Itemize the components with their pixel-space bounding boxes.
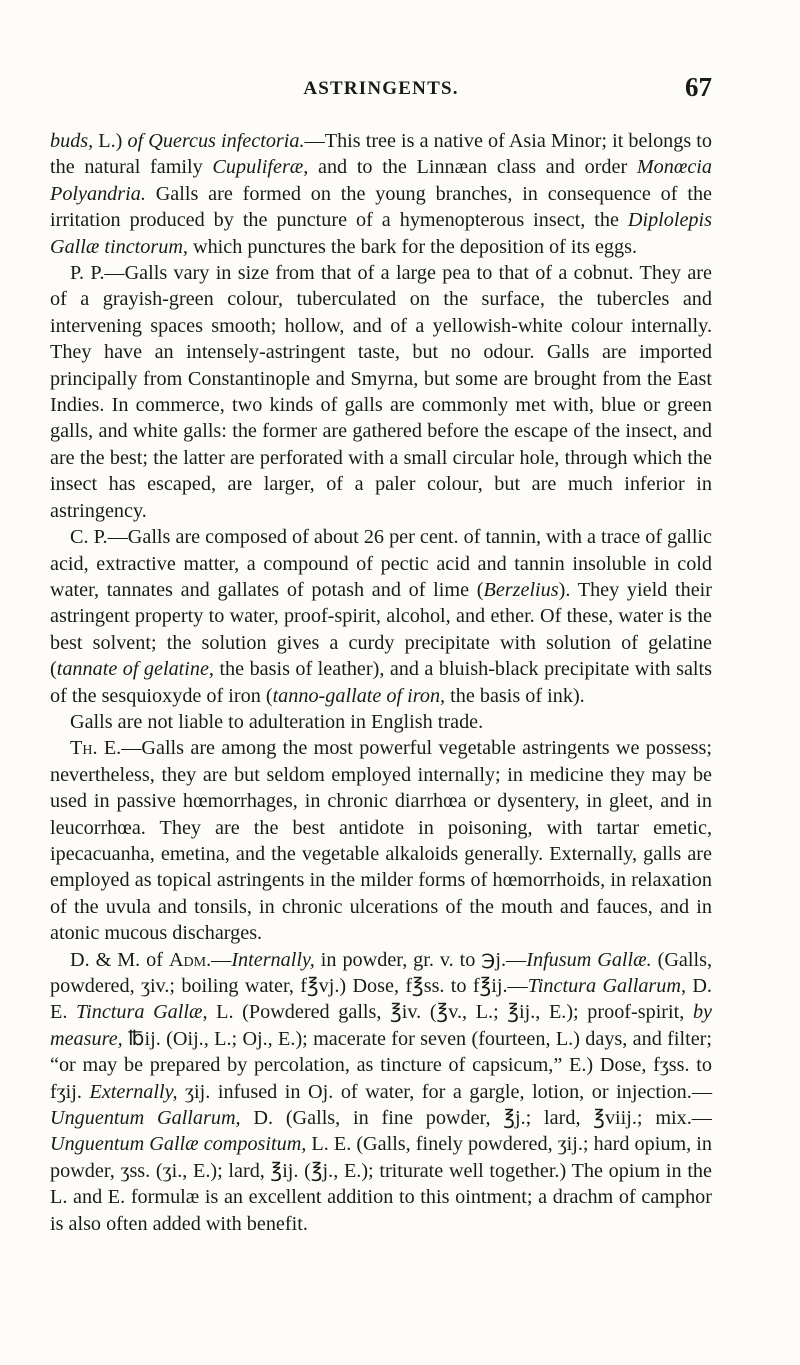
text-run: D. & M. of bbox=[70, 948, 169, 971]
paragraph bbox=[50, 947, 712, 1237]
italic-text: Infusum Gallæ. bbox=[526, 948, 652, 971]
italic-text: Unguentum Gallarum, bbox=[50, 1107, 241, 1130]
text-run: Galls are formed on the young branches, in consequence of the irritation produced by the puncture of a hymenopterous insect, the bbox=[50, 182, 712, 232]
section-title: ASTRINGENTS. bbox=[303, 78, 459, 99]
text-run: D. E. bbox=[50, 975, 712, 1024]
paragraph bbox=[50, 524, 712, 709]
text-run: (Galls, powdered, ʒiv.; boiling water, f℥vj.) Dose, f℥ss. to f℥ij.— bbox=[50, 948, 712, 997]
text-run: ʒij. infused in Oj. of water, for a gargle, lotion, or injection.— bbox=[177, 1080, 713, 1103]
italic-text: tannate of gelatine, bbox=[56, 658, 214, 681]
italic-text: Tinctura Gallæ, bbox=[76, 1001, 208, 1024]
italic-text: by measure, bbox=[50, 1001, 712, 1050]
italic-text: Diplolepis Gallæ tinctorum, bbox=[50, 209, 712, 258]
text-run: Galls are not liable to adulteration in English trade. bbox=[70, 710, 484, 733]
text-run: in powder, gr. v. to ℈j.— bbox=[314, 948, 527, 971]
page-number: 67 bbox=[685, 72, 712, 102]
text-run: the basis of leather), and a bluish-black precipitate with salts of the sesquioxyde of iron ( bbox=[50, 658, 712, 707]
italic-text: buds, bbox=[50, 130, 94, 152]
paragraph bbox=[50, 260, 712, 524]
italic-text: Externally, bbox=[89, 1080, 178, 1103]
paragraph bbox=[50, 128, 712, 260]
italic-text: Berzelius bbox=[483, 578, 559, 601]
italic-text: tanno-gallate of iron, bbox=[272, 684, 446, 707]
text-run: — bbox=[211, 948, 232, 971]
text-run: L.) bbox=[93, 130, 128, 152]
text-run: C. P.—Galls are composed of about 26 per cent. of tannin, with a trace of gallic acid, extractive matter, a compound of pectic acid and tannin insoluble in cold water, tannates and gallates of potash and of lime ( bbox=[50, 526, 712, 601]
italic-text: Tinctura Gallarum, bbox=[527, 975, 687, 997]
paragraph bbox=[50, 735, 712, 946]
italic-text: Cupuliferæ, bbox=[212, 156, 309, 179]
text-run: D. (Galls, in fine powder, ℥j.; lard, ℥viij.; mix.— bbox=[240, 1107, 712, 1130]
body-text bbox=[50, 128, 712, 1237]
text-run: L. (Powdered galls, ℥iv. (℥v., L.; ℥ij., E.); proof-spirit, bbox=[207, 1001, 693, 1024]
italic-text: Unguentum Gallæ compositum, bbox=[50, 1133, 307, 1156]
small-caps-text: Adm. bbox=[168, 948, 212, 971]
text-run: ℔ij. (Oij., L.; Oj., E.); macerate for seven (fourteen, L.) days, and filter; “or may be prepared by percolation, as tincture of capsicum,” E.) Dose, fʒss. to fʒij. bbox=[50, 1027, 712, 1103]
text-run: P. P.—Galls vary in size from that of a large pea to that of a cobnut. They are of a grayish-green colour, tuberculated on the surface, the tubercles and intervening spaces smooth; hollow, and of a yellowish-white colour internally. They have an intensely-astringent taste, but no odour. Galls are imported principally from Constantinople and Smyrna, but some are brought from the East Indies. In commerce, two kinds of galls are commonly met with, blue or green galls, and white galls: the former are gathered before the escape of the insect, and are the best; the latter are perforated with a small circular hole, through which the insect has escaped, are larger, of a paler colour, but are much inferior in astringency. bbox=[50, 262, 712, 522]
text-run: and to the Linnæan class and order bbox=[308, 156, 637, 179]
text-run: L. E. (Galls, finely powdered, ʒij.; hard opium, in powder, ʒss. (ʒi., E.); lard, ℥ij. (℥j., E.); triturate well together.) The opium in the L. and E. formulæ is an excellent addition to this ointment; a drachm of camphor is also often added with benefit. bbox=[50, 1133, 712, 1235]
text-run: —This tree is a native of Asia Minor; it belongs to the natural family bbox=[50, 130, 712, 179]
text-run: which punctures the bark for the deposition of its eggs. bbox=[187, 235, 638, 258]
small-caps-text: Th. E. bbox=[70, 737, 122, 760]
paragraph bbox=[50, 709, 712, 735]
italic-text: Monœcia Polyandria. bbox=[50, 156, 712, 205]
text-run: ). They yield their astringent property to water, proof-spirit, alcohol, and ether. Of these, water is the best solvent; the solution gives a curdy precipitate with solution of gelatine ( bbox=[50, 578, 712, 681]
text-run: the basis of ink). bbox=[445, 684, 585, 707]
italic-text: Internally, bbox=[231, 948, 315, 971]
running-header bbox=[50, 72, 712, 104]
italic-text: of Quercus infectoria. bbox=[127, 130, 305, 152]
text-run: —Galls are among the most powerful vegetable astringents we possess; nevertheless, they are but seldom employed internally; in medicine they may be used in passive hœmorrhages, in chronic diarrhœa or dysentery, in gleet, and in leucorrhœa. They are the best antidote in poisoning, with tartar emetic, ipecacuanha, emetina, and the vegetable alkaloids generally. Externally, galls are employed as topical astringents in the milder forms of hœmorrhoids, in relaxation of the uvula and tonsils, in chronic ulcerations of the mouth and fauces, and in atonic mucous discharges. bbox=[50, 737, 712, 945]
